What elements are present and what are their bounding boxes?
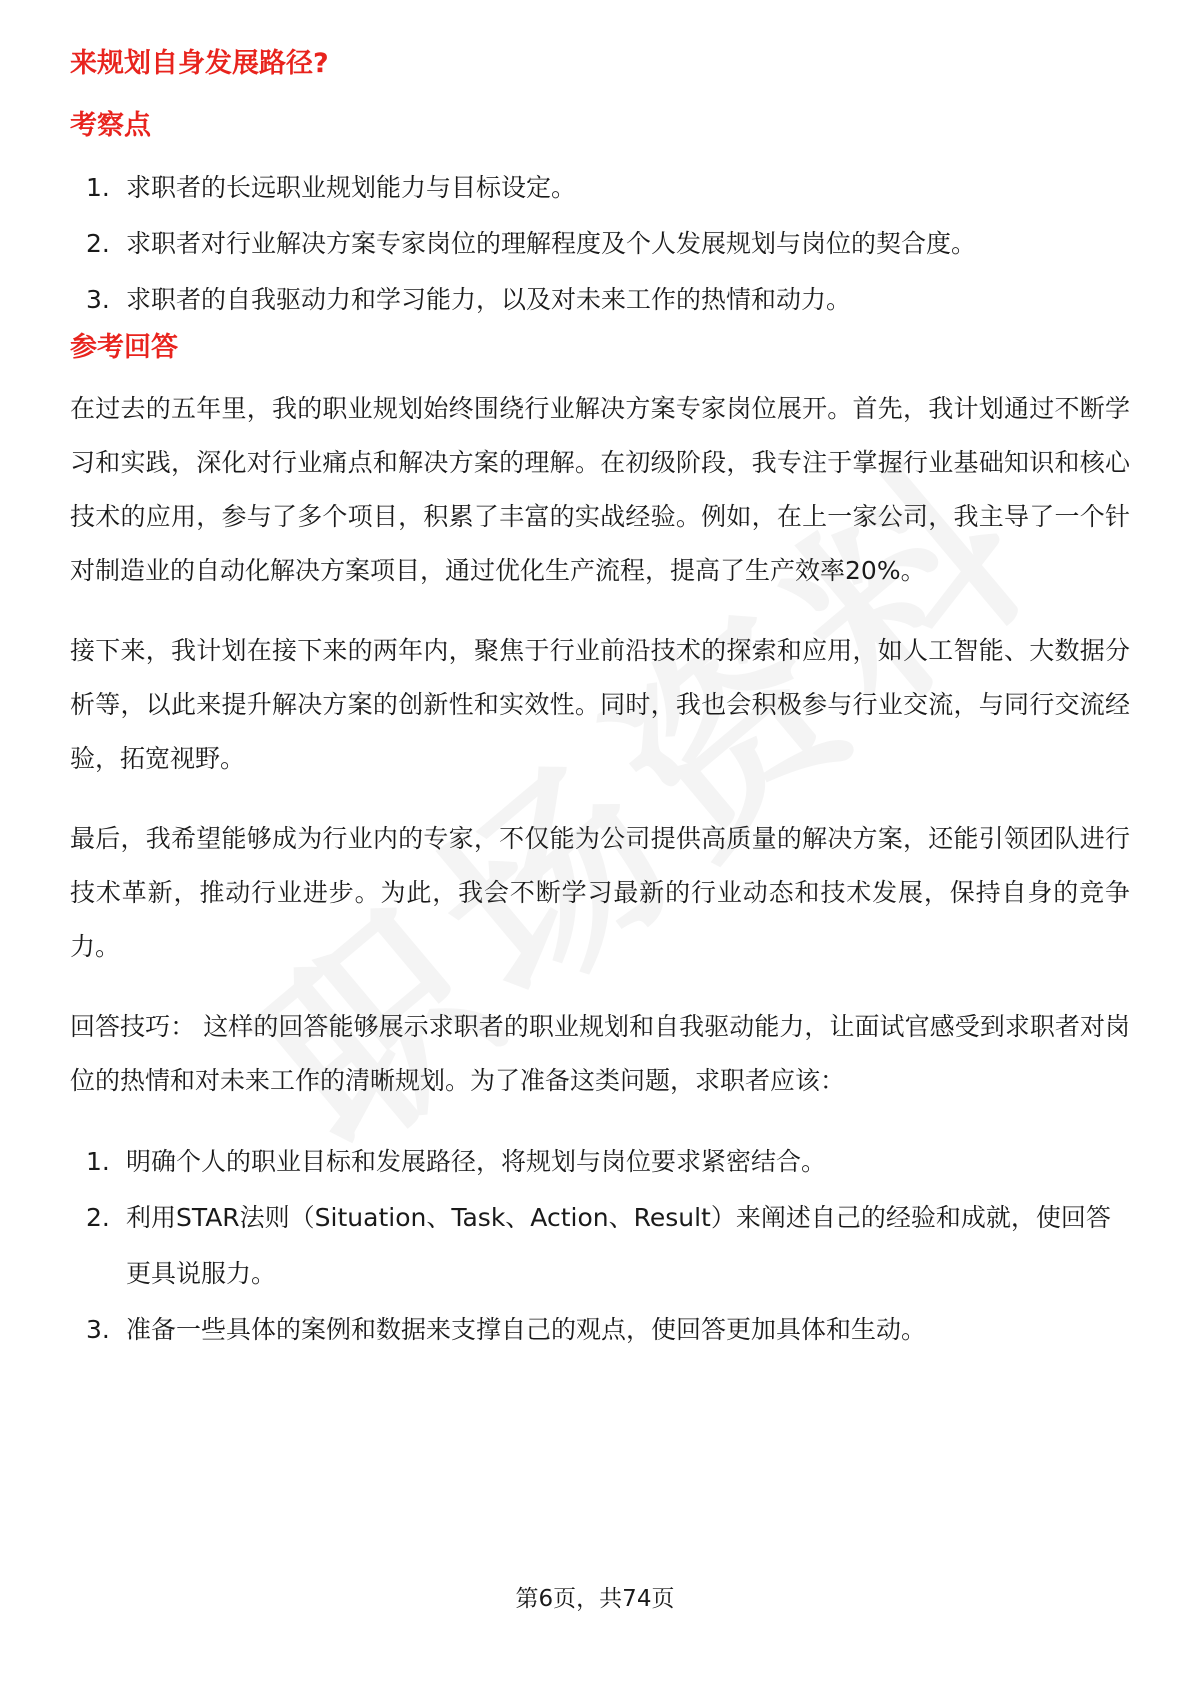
answer-paragraph: 在过去的五年里，我的职业规划始终围绕行业解决方案专家岗位展开。首先，我计划通过不断学习和实践，深化对行业痛点和解决方案的理解。在初级阶段，我专注于掌握行业基础知识和核心技术的应用，参与了多个项目，积累了丰富的实战经验。例如，在上一家公司，我主导了一个针对制造业的自动化解决方案项目，通过优化生产流程，提高了生产效率20%。 [70,394,1130,585]
list-item [70,1134,1130,1190]
answer-heading: 参考回答 [70,332,178,363]
list-item-number: 2. [86,229,110,258]
list-item [70,160,1130,216]
list-item-number: 1. [86,173,110,202]
list-item-number: 2. [86,1203,110,1232]
list-item [70,272,1130,328]
page-content [70,44,1130,1358]
list-item-text: 明确个人的职业目标和发展路径，将规划与岗位要求紧密结合。 [126,1147,827,1176]
list-item [70,1190,1130,1302]
list-item-number: 3. [86,1315,110,1344]
list-item-text: 求职者的长远职业规划能力与目标设定。 [126,173,577,202]
list-item-number: 1. [86,1147,110,1176]
list-item-text: 求职者对行业解决方案专家岗位的理解程度及个人发展规划与岗位的契合度。 [126,229,977,258]
tips-list [70,1134,1130,1358]
examine-heading: 考察点 [70,110,151,141]
list-item-text: 准备一些具体的案例和数据来支撑自己的观点，使回答更加具体和生动。 [126,1315,927,1344]
question-title: 来规划自身发展路径? [70,48,329,79]
answer-paragraph: 接下来，我计划在接下来的两年内，聚焦于行业前沿技术的探索和应用，如人工智能、大数据分析等，以此来提升解决方案的创新性和实效性。同时，我也会积极参与行业交流，与同行交流经验，拓宽视野。 [70,636,1130,773]
answer-paragraph: 最后，我希望能够成为行业内的专家，不仅能为公司提供高质量的解决方案，还能引领团队进行技术革新，推动行业进步。为此，我会不断学习最新的行业动态和技术发展，保持自身的竞争力。 [70,824,1130,961]
list-item-text: 求职者的自我驱动力和学习能力，以及对未来工作的热情和动力。 [126,285,852,314]
list-item [70,1302,1130,1358]
examine-list [70,160,1130,328]
list-item-number: 3. [86,285,110,314]
list-item [70,216,1130,272]
answer-tips-intro: 回答技巧： 这样的回答能够展示求职者的职业规划和自我驱动能力，让面试官感受到求职者对岗位的热情和对未来工作的清晰规划。为了准备这类问题，求职者应该： [70,1012,1130,1095]
page-number-footer: 第6页，共74页 [515,1586,675,1612]
list-item-text: 利用STAR法则（Situation、Task、Action、Result）来阐述自己的经验和成就，使回答更具说服力。 [126,1203,1111,1288]
